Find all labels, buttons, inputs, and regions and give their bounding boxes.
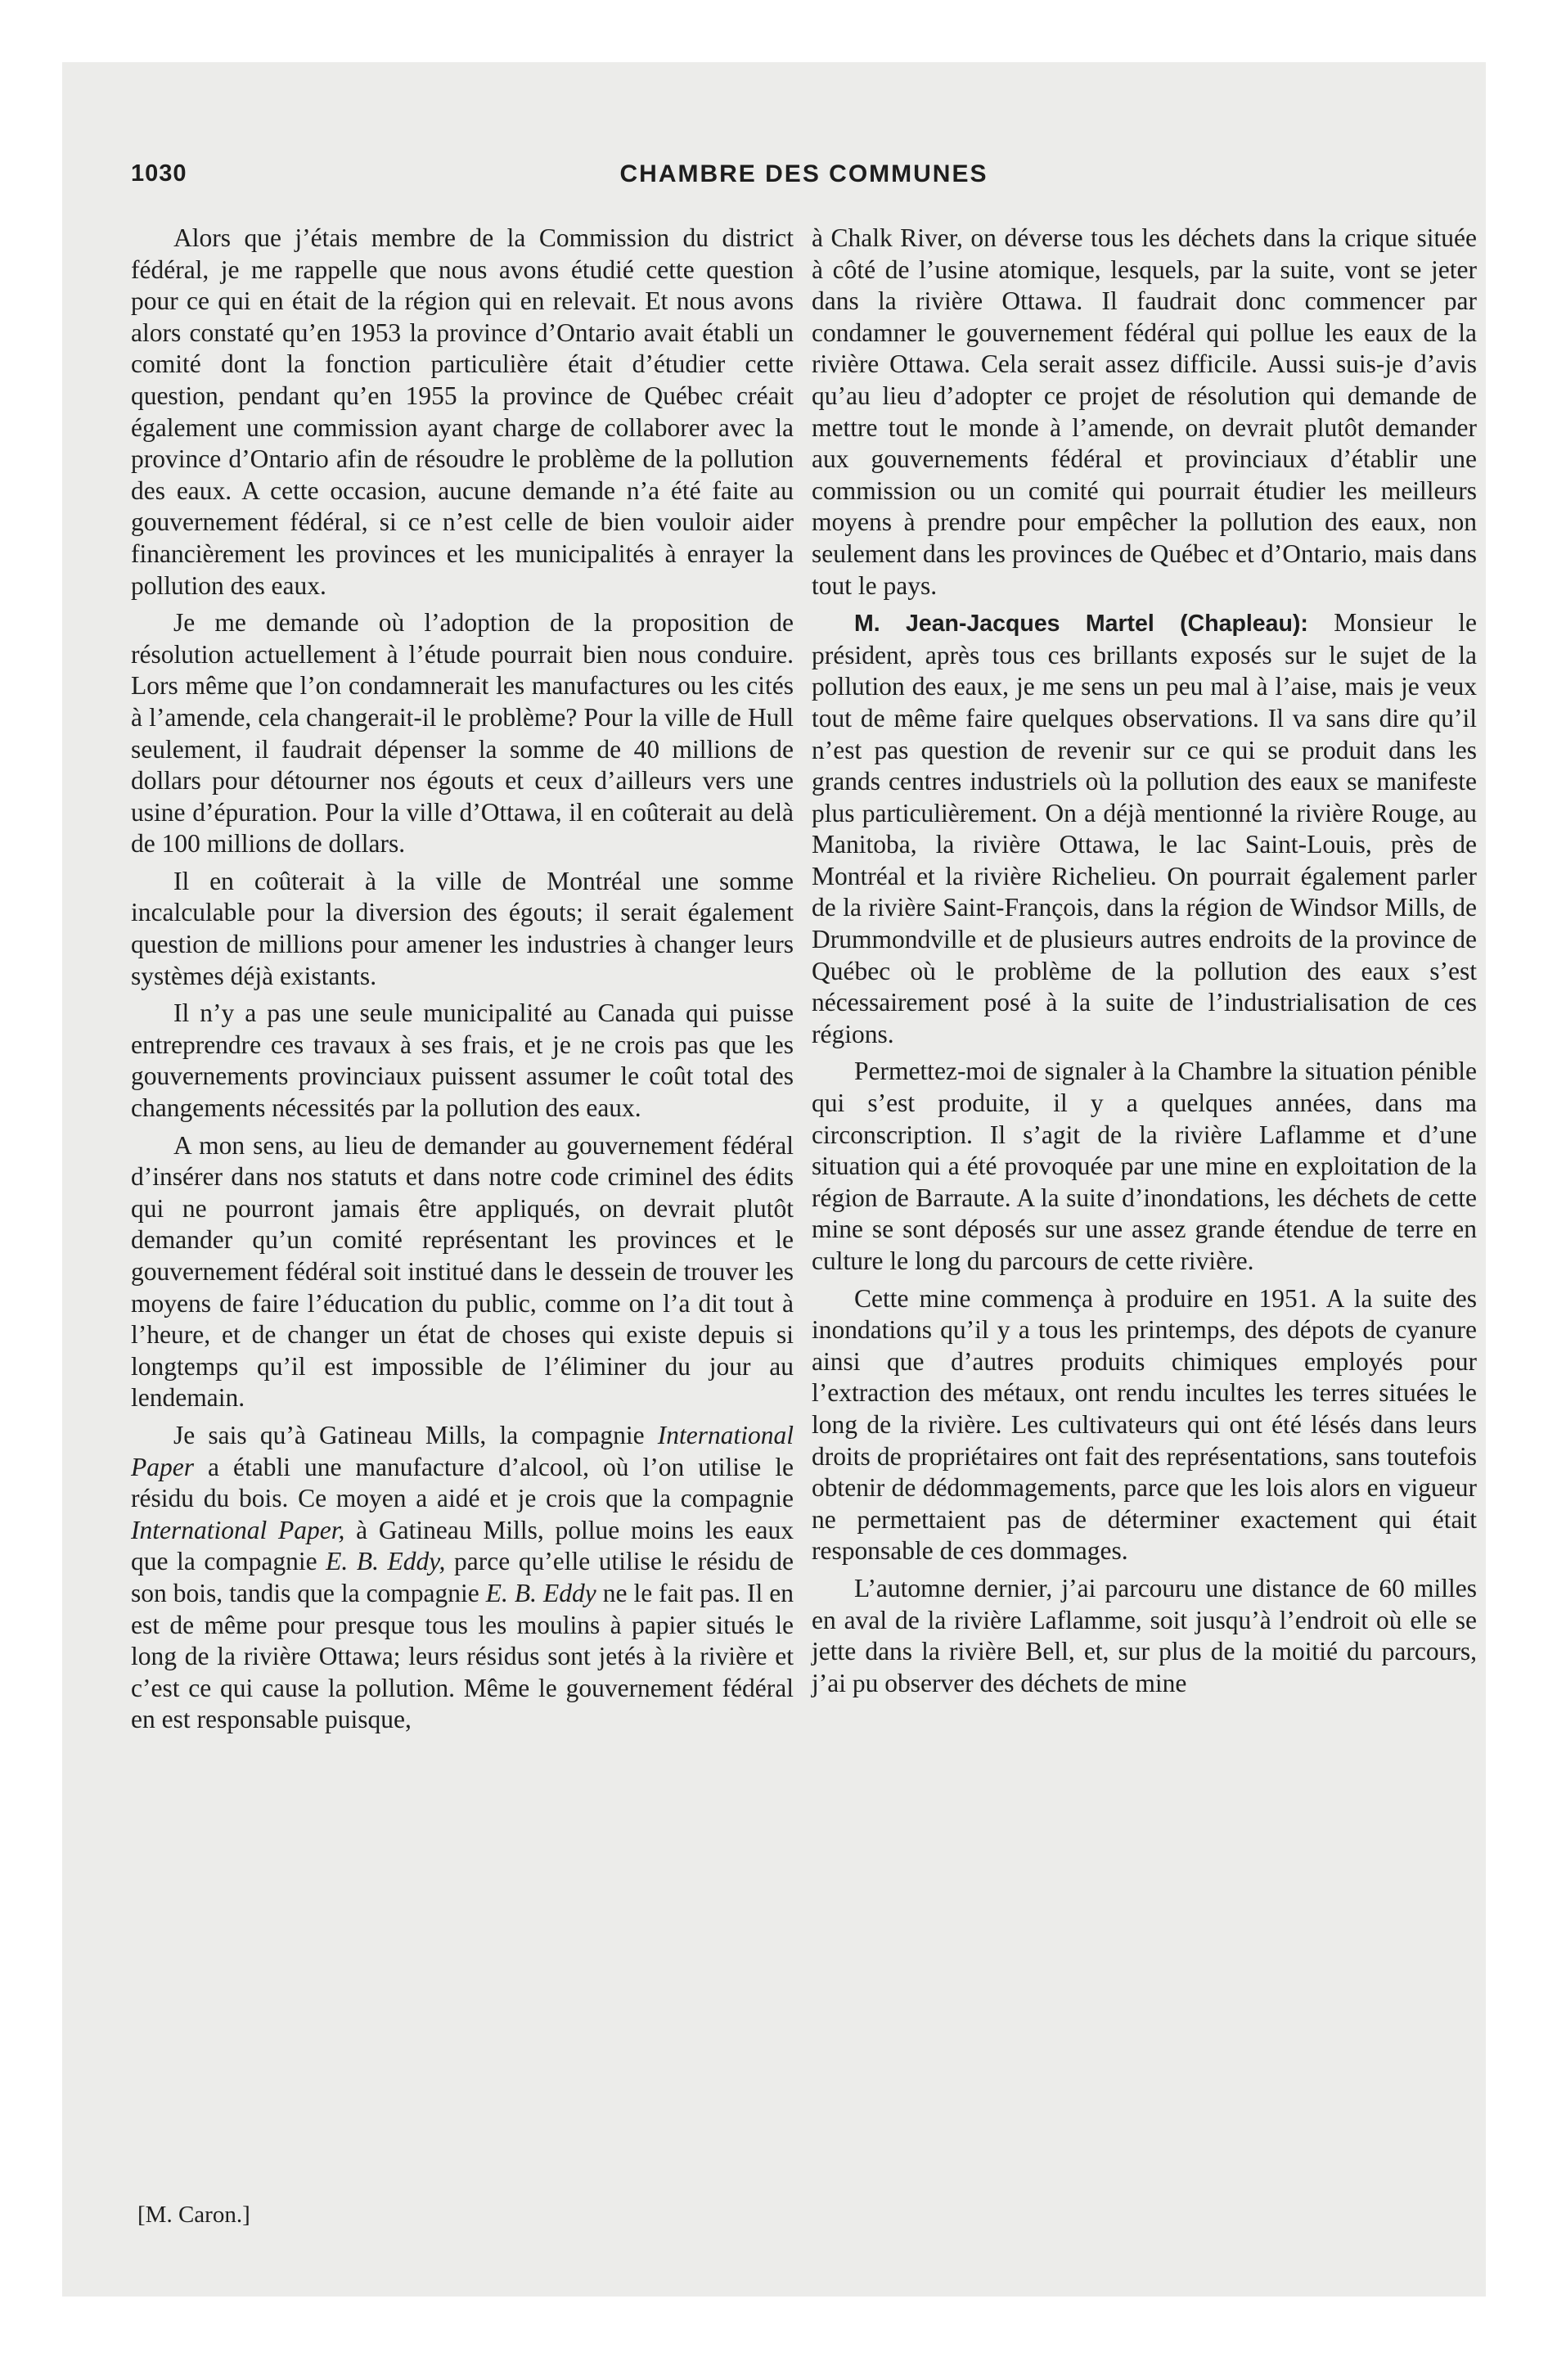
company-name: E. B. Eddy, xyxy=(326,1547,446,1576)
paragraph: Permettez-moi de signaler à la Chambre la situation pénible qui s’est produite, il y a quelques années, dans ma circonscription. Il s’agit de la rivière Laflamme et d’une situation qui a été provoquée par une mine en exploitation de la région de Barraute. A la suite d’inondations, les déchets de cette mine se sont déposés sur une assez grande étendue de terre en culture le long du parcours de cette rivière. xyxy=(812,1057,1477,1275)
paragraph: Il en coûterait à la ville de Montréal une somme incalculable pour la diversion des égouts; il serait également question de millions pour amener les industries à changer leurs systèmes déjà existants. xyxy=(131,866,794,990)
company-name: E. B. Eddy xyxy=(485,1578,596,1607)
page-number: 1030 xyxy=(131,160,187,187)
paragraph: Cette mine commença à produire en 1951. A la suite des inondations qu’il y a tous les printemps, des dépots de cyanure ainsi que d’autres produits chimiques employés pour l’extraction des métaux, ont rendu incultes les terres situées le long de la rivière. Les cultivateurs qui ont été lésés dans leurs droits de propriétaires ont fait des représentations, sans toutefois obtenir de dédommagements, parce que les lois alors en vigueur ne permettaient pas de déterminer exactement qui était responsable de ces dommages. xyxy=(812,1283,1477,1566)
text-run: a établi une manufacture d’alcool, où l’on utilise le résidu du bois. Ce moyen a aidé et je crois que la compagnie xyxy=(131,1452,794,1513)
page-title: CHAMBRE DES COMMUNES xyxy=(619,160,988,187)
speaker-reference: [M. Caron.] xyxy=(137,2202,250,2228)
company-name: International Paper, xyxy=(131,1515,345,1544)
paragraph: Alors que j’étais membre de la Commission du district fédéral, je me rappelle que nous avons étudié cette question pour ce qui en était de la région qui en relevait. Et nous avons alors constaté qu’en 1953 la province d’Ontario avait établi un comité dont la fonction particulière était d’étudier cette question, pendant qu’en 1955 la province de Québec créait également une commission ayant charge de collaborer avec la province d’Ontario afin de résoudre le problème de la pollution des eaux. A cette occasion, aucune demande n’a été faite au gouvernement fédéral, si ce n’est celle de bien vouloir aider financièrement les provinces et les municipalités à enrayer la pollution des eaux. xyxy=(131,223,794,600)
paragraph: Je me demande où l’adoption de la proposition de résolution actuellement à l’étude pourrait bien nous conduire. Lors même que l’on condamnerait les manufactures ou les cités à l’amende, cela changerait-il le problème? Pour la ville de Hull seulement, il faudrait dépenser la somme de 40 millions de dollars pour détourner nos égouts et ceux d’ailleurs vers une usine d’épuration. Pour la ville d’Ottawa, il en coûterait au delà de 100 millions de dollars. xyxy=(131,608,794,859)
paragraph-continued: à Chalk River, on déverse tous les déchets dans la crique située à côté de l’usine atomique, lesquels, par la suite, vont se jeter dans la rivière Ottawa. Il faudrait donc commencer par condamner le gouvernement fédéral qui pollue les eaux de la rivière Ottawa. Cela serait assez difficile. Aussi suis-je d’avis qu’au lieu d’adopter ce projet de résolution qui demande de mettre tout le monde à l’amende, on devrait plutôt demander aux gouvernements fédéral et provinciaux d’établir une commission ou un comité qui pourrait étudier les meilleurs moyens à prendre pour empêcher la pollution des eaux, non seulement dans les provinces de Québec et d’Ontario, mais dans tout le pays. xyxy=(812,223,1477,600)
speaker-name: M. Jean-Jacques Martel (Chapleau): xyxy=(854,611,1308,638)
left-column xyxy=(131,223,794,1742)
paragraph: L’automne dernier, j’ai parcouru une distance de 60 milles en aval de la rivière Laflamme, soit jusqu’à l’endroit où elle se jette dans la rivière Bell, et, sur plus de la moitié du parcours, j’ai pu observer des déchets de mine xyxy=(812,1573,1477,1697)
right-column xyxy=(812,223,1477,1705)
paragraph-gatineau xyxy=(131,1420,794,1736)
text-run: parce qu’elle utilise le résidu de son bois, tandis que la compagnie xyxy=(131,1547,794,1607)
company-name: International Paper xyxy=(131,1420,794,1481)
speech-text: Monsieur le président, après tous ces brillants exposés sur le sujet de la pollution des eaux, je me sens un peu mal à l’aise, mais je veux tout de même faire quelques observations. Il va sans dire qu’il n’est pas question de revenir sur ce qui se produit dans les grands centres industriels où la pollution des eaux se manifeste plus particulièrement. On a déjà mentionné la rivière Rouge, au Manitoba, la rivière Ottawa, le lac Saint-Louis, près de Montréal et la rivière Richelieu. On pourrait également parler de la rivière Saint-François, dans la région de Windsor Mills, de Drummondville et de plusieurs autres endroits de la province de Québec où le problème de la pollution des eaux s’est nécessairement posé à la suite de l’industrialisation de ces régions. xyxy=(812,608,1477,1048)
speech-paragraph xyxy=(812,607,1477,1050)
text-run: Je sais qu’à Gatineau Mills, la compagnie xyxy=(173,1420,658,1449)
running-header xyxy=(131,160,1477,200)
text-run: ne le fait pas. Il en est de même pour presque tous les moulins à papier situés le long de la rivière Ottawa; leurs résidus sont jetés à la rivière et c’est ce qui cause la pollution. Même le gouvernement fédéral en est responsable puisque, xyxy=(131,1578,794,1734)
text-run: à Gatineau Mills, pollue moins les eaux que la compagnie xyxy=(131,1515,794,1576)
paragraph: A mon sens, au lieu de demander au gouvernement fédéral d’insérer dans nos statuts et dans notre code criminel des édits qui ne pourront jamais être appliqués, on devrait plutôt demander qu’un comité représentant les provinces et le gouvernement fédéral soit institué dans le dessein de trouver les moyens de faire l’éducation du public, comme on l’a dit tout à l’heure, et de changer un état de choses qui existe depuis si longtemps qu’il est impossible de l’éliminer du jour au lendemain. xyxy=(131,1130,794,1413)
paragraph: Il n’y a pas une seule municipalité au Canada qui puisse entreprendre ces travaux à ses frais, et je ne crois pas que les gouvernements provinciaux puissent assumer le coût total des changements nécessités par la pollution des eaux. xyxy=(131,998,794,1123)
